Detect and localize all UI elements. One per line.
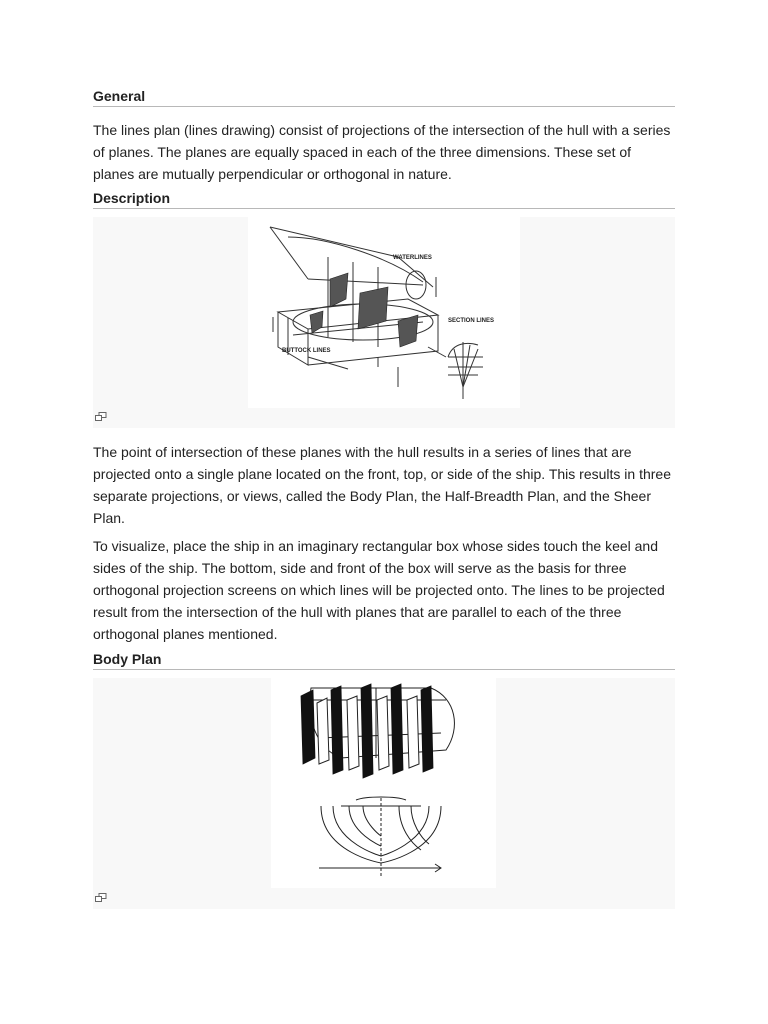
lines-plan-figure	[93, 217, 675, 428]
enlarge-icon[interactable]	[95, 893, 107, 902]
enlarge-icon[interactable]	[95, 412, 107, 421]
description-paragraph-2: To visualize, place the ship in an imaginary rectangular box whose sides touch the keel and sides of the ship. The bottom, side and front of the box will serve as the basis for three orthogonal projection screens on which lines will be projected onto. The lines to be projected result from the intersection of the hull with planes that are parallel to each of the three orthogonal planes mentioned.	[93, 538, 665, 642]
section-heading-body-plan: Body Plan	[93, 650, 675, 670]
lines-plan-illustration	[248, 217, 520, 408]
section-heading-description: Description	[93, 189, 675, 209]
body-plan-illustration	[271, 678, 496, 888]
section-lines-label: SECTION LINES	[448, 318, 495, 324]
section-heading-general: General	[93, 87, 675, 107]
body-plan-diagram[interactable]	[271, 678, 496, 888]
waterlines-label: WATERLINES	[393, 255, 432, 261]
body-plan-figure	[93, 678, 675, 909]
buttock-lines-label: BUTTOCK LINES	[282, 348, 331, 354]
lines-plan-diagram[interactable]	[248, 217, 520, 408]
general-paragraph: The lines plan (lines drawing) consist of projections of the intersection of the hull with a series of planes. The planes are equally spaced in each of the three dimensions. These set of planes are mutually perpendicular or orthogonal in nature.	[93, 122, 671, 182]
description-paragraph-1: The point of intersection of these planes with the hull results in a series of lines that are projected onto a single plane located on the front, top, or side of the ship. This results in three separate projections, or views, called the Body Plan, the Half-Breadth Plan, and the Sheer Plan.	[93, 444, 671, 526]
